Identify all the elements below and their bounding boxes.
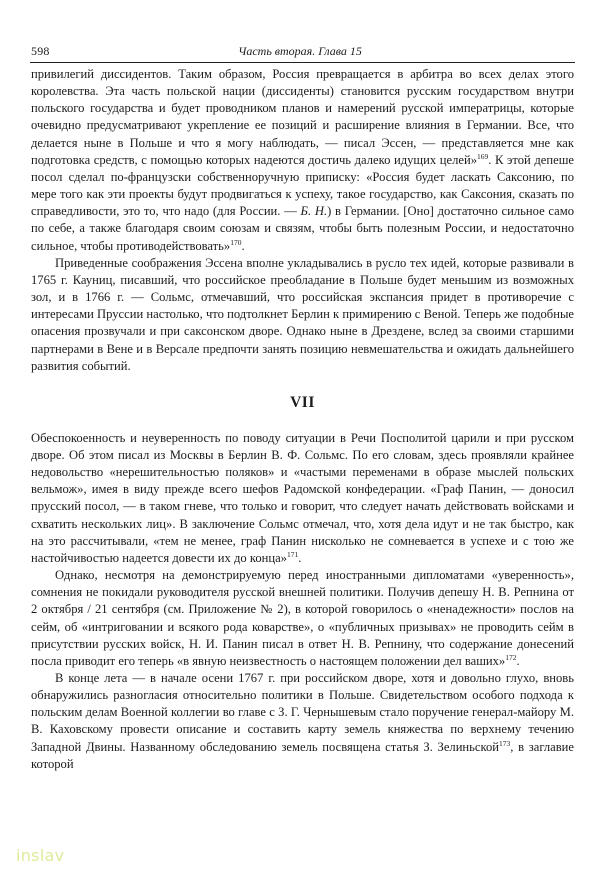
footnote-ref-169: 169 [477,151,489,161]
header-rule [30,62,575,63]
paragraph-5: В конце лета — в начале осени 1767 г. при российском дворе, хотя и довольно глухо, вновь обнаружились разногласия относительно политики в Польше. Свидетельством особого подхода к польским делам Военной коллегии во главе с З. Г. Чернышевым стало поручение генерал-майору М. В. Каховскому провести описание и составить карту земель княжества по верхнему течению Западной Двины. Названному обследованию земель посвящена статья З. Зелиньской$^{173}$, в заглавие которой [31,671,575,771]
paragraph-4: Однако, несмотря на демонстрируемую перед иностранными дипломатами «уверенность», сомнения не покидали руководителя русской внешней политики. Получив депешу Н. В. Репнина от 2 октября / 21 сентября (см. Приложение № 2), в которой говорилось о «ненадежности» послов на сейм, об «интриговании и всякого рода коварстве», о «публичных призывах» не проводить сейм в присутствии русских войск, Н. И. Панин писал в ответ Н. В. Репнину, что содержание донесений посла приводит его теперь «в явную неизвестность о настоящем положении дел ваших»$^{172}$. [31,568,574,668]
body-text [31,66,574,773]
section-heading: VII [290,393,315,411]
footnote-ref-172: 172 [505,652,517,662]
page-number: 598 [31,44,50,58]
paragraph-2: Приведенные соображения Эссена вполне укладывались в русло тех идей, которые развивали в 1765 г. Кауниц, писавший, что российское преобладание в Польше будет меньшим из возможных зол, и в 1766 г. — Сольмс, отмечавший, что российская экспансия придет в противоречие с интересами Пруссии настолько, что подтолкнет Берлин к примирению с Веной. Теперь же подобные опасения прозвучали и при саксонском дворе. Однако ныне в Дрездене, вслед за своими старшими партнерами в Вене и в Версале предпочти занять позицию невмешательства и ожидать дальнейшего развития событий. [31,255,574,373]
editor-initials: Б. Н. [300,204,328,219]
footnote-ref-171: 171 [286,549,299,559]
paragraph-1: привилегий диссидентов. Таким образом, Россия превращается в арбитра во всех делах этого королевства. Эта часть польской нации (диссиденты) становится русским государством внутри польского государства и будет проводником планов и намерений русской императрицы, которые очевидно предусматривают укрепление ее позиций и расширение влияния в Германии. Все, что делается ныне в Польше и что я могу наблюдать, — писал Эссен, — представляется мне как подготовка средств, с помощью которых надеются достичь далеко идущих целей»$^{169}$. К этой депеше посол сделал по-французски собственноручную приписку: «Россия будет ласкать Саксонию, по мере того как эти проекты будут продвигаться к успеху, такое государство, как Саксония, сказать по справедливости, это то, что надо (для России. — Б. Н.) в Германии. [Оно] достаточно сильное само по себе, а также благодаря своим союзам и связям, чтобы быть полезным России, и недостаточно сильное, чтобы противодействовать»$^{170}$. [31,67,574,253]
paragraph-3: Обеспокоенность и неуверенность по поводу ситуации в Речи Посполитой царили и при русском дворе. Об этом писал из Москвы в Берлин В. Ф. Сольмс. По его словам, здесь проявляли крайнее недовольство «нерешительностью поляков» и «частыми переменами в образе мыслей польских вельмож», имея в виду прежде всего шефов Радомской конфедерации. «Граф Панин, — доносил прусский посол, — в таком гневе, что только и говорит, что следует начать действовать войсками и схватить нескольких лиц». В заключение Сольмс отмечал, что, хотя дела идут и не так быстро, как на это рассчитывали, «тем не менее, граф Панин нисколько не сомневается в успехе и с тою же настойчивостью надеется довести их до конца»$^{171}$. [31,430,574,565]
running-title: Часть вторая. Глава 15 [238,44,362,58]
footnote-ref-170: 170 [230,237,242,247]
footnote-ref-173: 173 [499,738,511,748]
watermark: inslav [16,846,65,865]
